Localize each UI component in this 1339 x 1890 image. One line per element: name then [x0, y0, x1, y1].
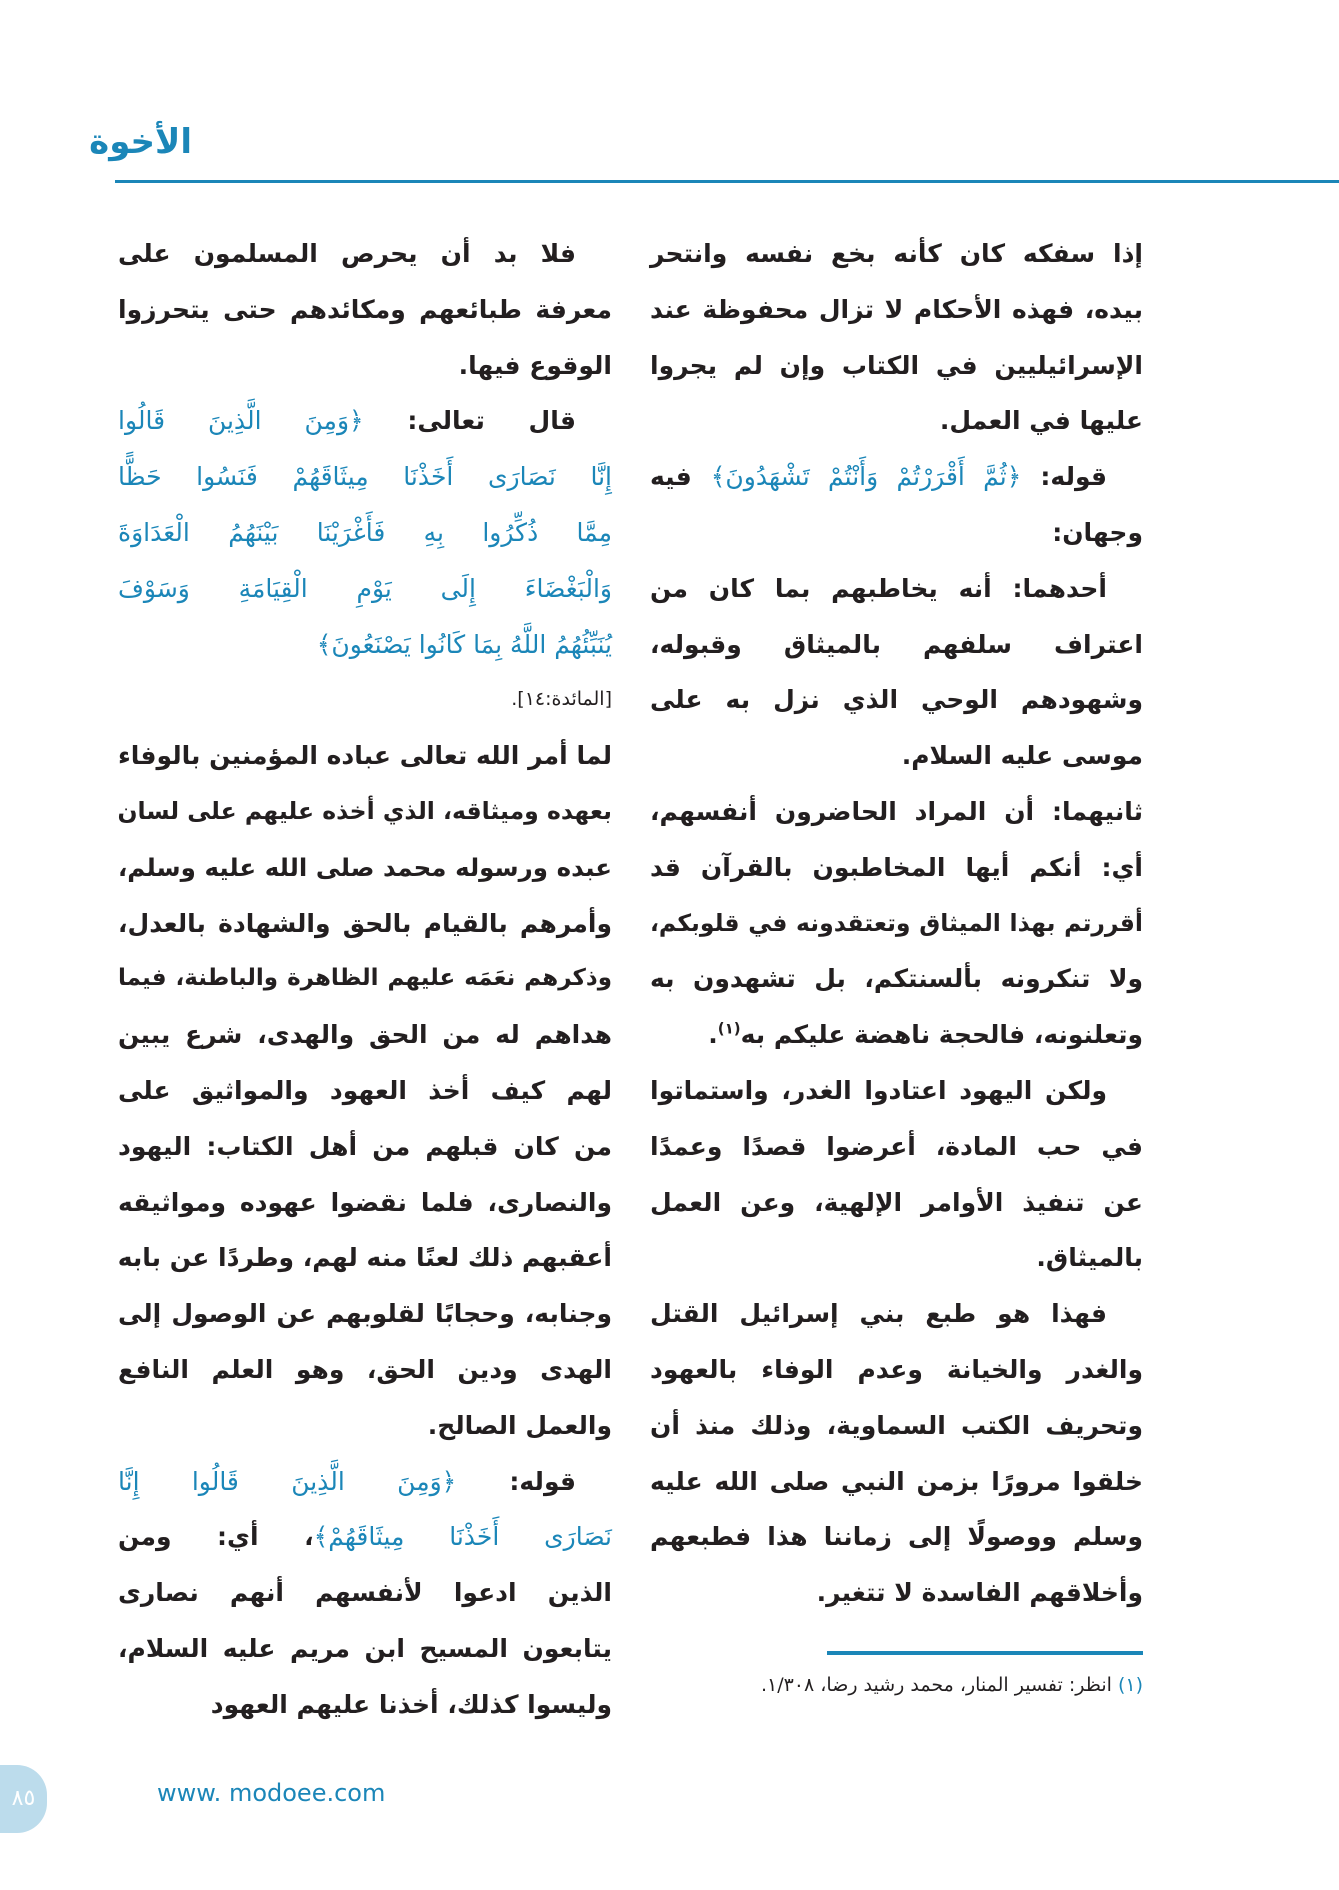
text-line: [650, 505, 1143, 561]
footnote-number: (١): [1117, 1674, 1143, 1696]
text-line: [118, 1063, 612, 1119]
text-line: [118, 1677, 612, 1733]
body-text: الوقوع فيها.: [458, 350, 612, 380]
body-text: وجنابه، وحجابًا لقلوبهم عن الوصول إلى: [118, 1299, 612, 1329]
text-line: [118, 1454, 612, 1510]
body-text: الهدى ودين الحق، وهو العلم النافع: [118, 1354, 612, 1384]
text-line: [650, 1175, 1143, 1231]
text-line: [118, 1342, 612, 1398]
body-text: قوله:: [456, 1466, 576, 1496]
body-text: والعمل الصالح.: [427, 1410, 612, 1440]
quran-verse: مِمَّا ذُكِّرُوا بِهِ فَأَغْرَيْنَا بَيْنَهُمُ الْعَدَاوَةَ: [118, 517, 612, 547]
text-line: [650, 338, 1143, 394]
body-text: ولكن اليهود اعتادوا الغدر، واستماتوا: [650, 1075, 1107, 1105]
body-text: والغدر والخيانة وعدم الوفاء بالعهود: [650, 1354, 1143, 1384]
quran-verse: ﴿وَمِنَ الَّذِينَ قَالُوا إِنَّا: [118, 1466, 457, 1496]
text-line: [118, 1175, 612, 1231]
text-line: [118, 393, 612, 449]
left-column: [118, 226, 612, 1733]
body-text: فهذا هو طبع بني إسرائيل القتل: [650, 1299, 1107, 1329]
body-text: وتعلنونه، فالحجة ناهضة عليكم به: [740, 1020, 1143, 1050]
header-divider: [115, 180, 1339, 183]
text-line: [118, 1398, 612, 1454]
quran-verse: وَالْبَغْضَاءَ إِلَى يَوْمِ الْقِيَامَةِ وَسَوْفَ: [118, 573, 612, 603]
text-line: [118, 1007, 612, 1063]
body-text: خلقوا مرورًا بزمن النبي صلى الله عليه: [650, 1466, 1143, 1496]
text-line: [118, 561, 612, 617]
body-text: بالميثاق.: [1036, 1243, 1143, 1273]
body-text: هداهم له من الحق والهدى، شرع يبين: [118, 1020, 612, 1050]
footnote-text: انظر: تفسير المنار، محمد رشيد رضا، ١/٣٠٨.: [760, 1674, 1118, 1696]
text-line: [650, 282, 1143, 338]
quran-verse: إِنَّا نَصَارَى أَخَذْنَا مِيثَاقَهُمْ فَنَسُوا حَظًّا: [118, 462, 612, 492]
body-text: بيده، فهذه الأحكام لا تزال محفوظة عند: [650, 294, 1143, 324]
text-line: [650, 1509, 1143, 1565]
text-line: [118, 1509, 612, 1565]
body-text: ولا تنكرونه بألسنتكم، بل تشهدون به: [650, 964, 1143, 994]
text-line: [650, 1119, 1143, 1175]
text-line: [650, 617, 1143, 673]
body-text: وأمرهم بالقيام بالحق والشهادة بالعدل،: [118, 908, 612, 938]
body-text: عن تنفيذ الأوامر الإلهية، وعن العمل: [650, 1187, 1143, 1217]
body-text: وسلم ووصولًا إلى زماننا هذا فطبعهم: [650, 1522, 1143, 1552]
text-line: [650, 1342, 1143, 1398]
footnote-ref: (١): [717, 1019, 741, 1038]
text-line: [118, 840, 612, 896]
text-line: [650, 1398, 1143, 1454]
body-text: والنصارى، فلما نقضوا عهوده ومواثيقه: [118, 1187, 612, 1217]
body-text: الذين ادعوا لأنفسهم أنهم نصارى: [118, 1578, 612, 1608]
body-text: قوله:: [1021, 462, 1107, 492]
quran-verse: يُنَبِّئُهُمُ اللَّهُ بِمَا كَانُوا يَصْنَعُونَ﴾: [316, 629, 612, 659]
body-text: وتحريف الكتب السماوية، وذلك منذ أن: [650, 1410, 1143, 1440]
text-line: [118, 672, 612, 728]
text-line: [650, 1454, 1143, 1510]
body-text: فلا بد أن يحرص المسلمون على: [118, 239, 576, 268]
text-line: [650, 393, 1143, 449]
text-line: [118, 784, 612, 840]
body-text: أعقبهم ذلك لعنًا منه لهم، وطردًا عن بابه: [117, 1243, 612, 1273]
text-line: [118, 896, 612, 952]
text-line: [118, 449, 612, 505]
text-line: [118, 338, 612, 394]
body-text: لهم كيف أخذ العهود والمواثيق على: [118, 1075, 612, 1105]
text-line: [650, 951, 1143, 1007]
body-text: معرفة طبائعهم ومكائدهم حتى يتحرزوا: [118, 294, 612, 324]
text-line: [118, 505, 612, 561]
text-line: [650, 672, 1143, 728]
text-line: [118, 951, 612, 1007]
body-text: وذكرهم نعَمَه عليهم الظاهرة والباطنة، فيما: [118, 965, 612, 992]
body-text: ، أي: ومن: [118, 1522, 314, 1552]
body-text: ثانيهما: أن المراد الحاضرون أنفسهم،: [650, 796, 1143, 826]
text-line: [650, 449, 1143, 505]
chapter-title: الأخوة: [89, 122, 192, 162]
text-line: [650, 1063, 1143, 1119]
text-line: [650, 1007, 1143, 1063]
text-line: [118, 1621, 612, 1677]
body-text: وأخلاقهم الفاسدة لا تتغير.: [816, 1578, 1143, 1608]
text-line: [650, 561, 1143, 617]
text-line: [650, 840, 1143, 896]
body-text: وليسوا كذلك، أخذنا عليهم العهود: [210, 1689, 612, 1719]
text-line: [118, 617, 612, 673]
body-text: عبده ورسوله محمد صلى الله عليه وسلم،: [118, 852, 612, 882]
body-text: موسى عليه السلام.: [901, 741, 1143, 771]
quran-verse: نَصَارَى أَخَذْنَا مِيثَاقَهُمْ﴾: [313, 1522, 612, 1552]
text-line: [650, 896, 1143, 952]
text-line: [650, 1565, 1143, 1621]
body-text: فيه: [650, 462, 711, 492]
text-line: [650, 226, 1143, 282]
body-text: بعهده وميثاقه، الذي أخذه عليهم على لسان: [117, 796, 612, 825]
body-text: أي: أنكم أيها المخاطبون بالقرآن قد: [650, 852, 1143, 882]
quran-verse: ﴿ثُمَّ أَقْرَرْتُمْ وَأَنْتُمْ تَشْهَدُونَ﴾: [710, 462, 1022, 492]
text-line: [118, 1230, 612, 1286]
body-text: الإسرائيليين في الكتاب وإن لم يجروا: [650, 350, 1143, 380]
body-text: من كان قبلهم من أهل الكتاب: اليهود: [118, 1131, 612, 1161]
body-text: عليها في العمل.: [939, 406, 1143, 436]
body-text: أقررتم بهذا الميثاق وتعتقدونه في قلوبكم،: [650, 908, 1143, 937]
body-text: [المائدة:١٤].: [511, 688, 612, 711]
body-text: لما أمر الله تعالى عباده المؤمنين بالوفاء: [118, 741, 612, 771]
text-line: [118, 226, 612, 282]
website-link[interactable]: www. modoee.com: [157, 1779, 386, 1807]
text-line: [118, 1286, 612, 1342]
body-text: اعتراف سلفهم بالميثاق وقبوله،: [650, 629, 1143, 659]
text-line: [118, 282, 612, 338]
text-line: [118, 728, 612, 784]
page-number-badge: ٨٥: [0, 1765, 47, 1833]
body-text: في حب المادة، أعرضوا قصدًا وعمدًا: [650, 1131, 1143, 1161]
text-line: [650, 1286, 1143, 1342]
body-text: وجهان:: [1052, 517, 1143, 547]
quran-verse: ﴿وَمِنَ الَّذِينَ قَالُوا: [118, 406, 364, 436]
text-line: [650, 728, 1143, 784]
text-line: [650, 1230, 1143, 1286]
footnote-divider: [827, 1651, 1143, 1655]
body-text: يتابعون المسيح ابن مريم عليه السلام،: [118, 1633, 612, 1663]
body-text: قال تعالى:: [363, 406, 576, 436]
body-text: .: [708, 1020, 718, 1050]
text-line: [118, 1565, 612, 1621]
body-text: وشهودهم الوحي الذي نزل به على: [650, 685, 1143, 715]
footnote: [650, 1666, 1143, 1704]
text-line: [650, 784, 1143, 840]
body-text: أحدهما: أنه يخاطبهم بما كان من: [650, 573, 1107, 603]
text-line: [118, 1119, 612, 1175]
body-text: إذا سفكه كان كأنه بخع نفسه وانتحر: [650, 239, 1143, 268]
right-column: [650, 226, 1143, 1621]
